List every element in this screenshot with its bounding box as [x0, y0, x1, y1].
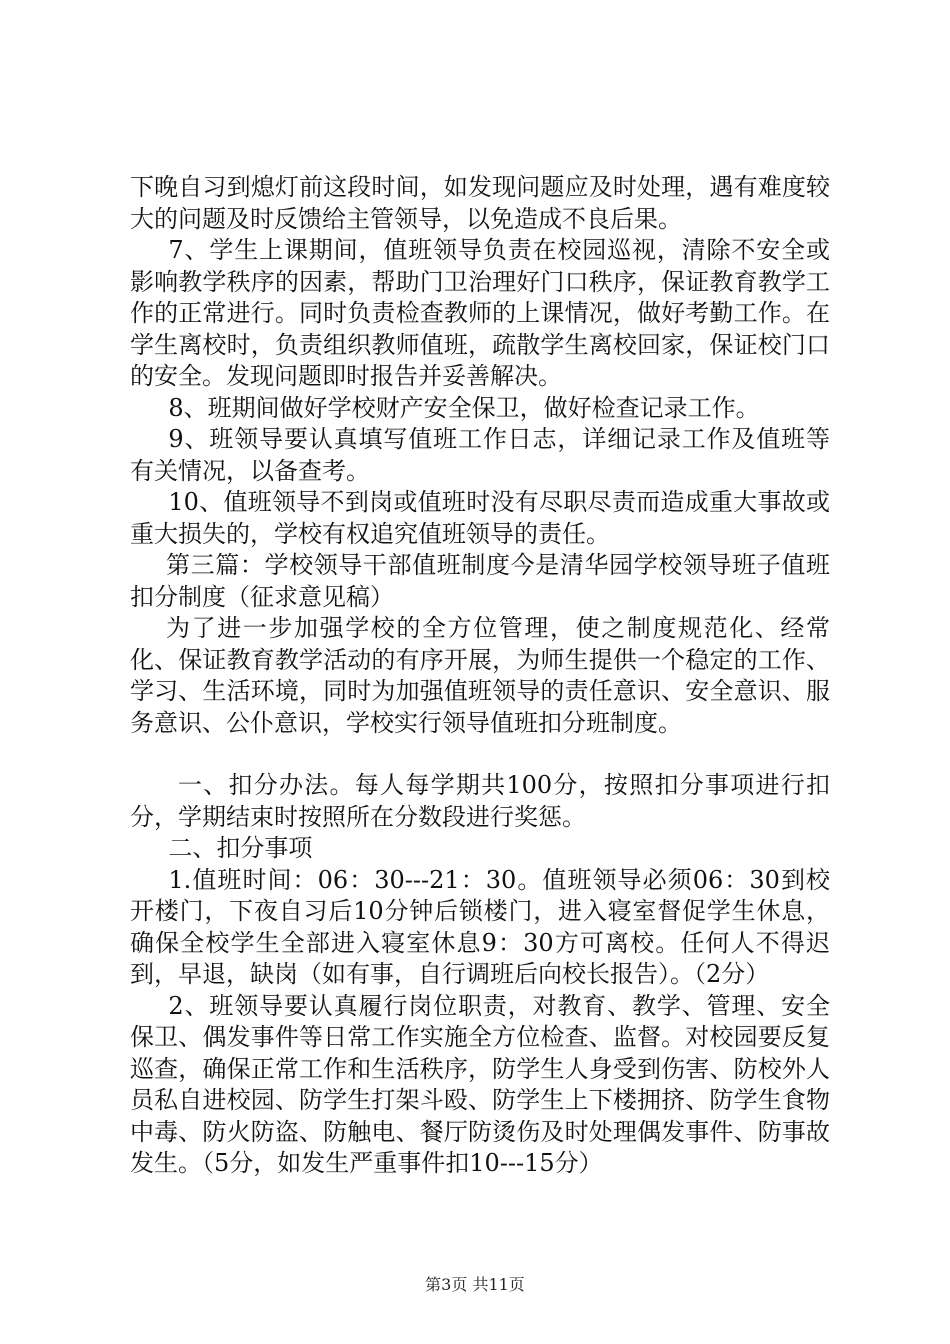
paragraph-item-9: 9、班领导要认真填写值班工作日志，详细记录工作及值班等有关情况，以备查考。	[130, 425, 830, 485]
paragraph-gap	[130, 739, 830, 770]
paragraph-item-8: 8、班期间做好学校财产安全保卫，做好检查记录工作。	[168, 393, 760, 422]
paragraph-deduction-method: 一、扣分办法。每人每学期共100分，按照扣分事项进行扣分，学期结束时按照所在分数段进行奖惩。	[130, 771, 830, 831]
paragraph-duty-time: 1.值班时间：06：30---21：30。值班领导必须06：30到校开楼门，下夜自习后10分钟后锁楼门，进入寝室督促学生休息，确保全校学生全部进入寝室休息9：30方可离校。任何人不得迟到，早退，缺岗（如有事，自行调班后向校长报告）。（2分）	[130, 865, 830, 988]
document-body	[130, 172, 830, 1180]
paragraph-intro: 为了进一步加强学校的全方位管理，使之制度规范化、经常化、保证教育教学活动的有序开展，为师生提供一个稳定的工作、学习、生活环境，同时为加强值班领导的责任意识、安全意识、服务意识、公仆意识，学校实行领导值班扣分班制度。	[130, 614, 830, 737]
paragraph-continuation: 下晚自习到熄灯前这段时间，如发现问题应及时处理，遇有难度较大的问题及时反馈给主管领导，以免造成不良后果。	[130, 173, 830, 233]
section-heading: 第三篇：学校领导干部值班制度今是清华园学校领导班子值班扣分制度（征求意见稿）	[130, 551, 830, 611]
paragraph-duty-responsibility: 2、班领导要认真履行岗位职责，对教育、教学、管理、安全保卫、偶发事件等日常工作实施全方位检查、监督。对校园要反复巡查，确保正常工作和生活秩序，防学生人身受到伤害、防校外人员私自进校园、防学生打架斗殴、防学生上下楼拥挤、防学生食物中毒、防火防盗、防触电、餐厅防烫伤及时处理偶发事件、防事故发生。（5分，如发生严重事件扣10---15分）	[130, 991, 830, 1177]
page-footer: 第3页 共11页	[425, 1275, 525, 1294]
paragraph-item-10: 10、值班领导不到岗或值班时没有尽职尽责而造成重大事故或重大损失的，学校有权追究值班领导的责任。	[130, 488, 830, 548]
paragraph-deduction-items: 二、扣分事项	[168, 834, 313, 862]
paragraph-item-7: 7、学生上课期间，值班领导负责在校园巡视，清除不安全或影响教学秩序的因素，帮助门卫治理好门口秩序，保证教育教学工作的正常进行。同时负责检查教师的上课情况，做好考勤工作。在学生离校时，负责组织教师值班，疏散学生离校回家，保证校门口的安全。发现问题即时报告并妥善解决。	[130, 236, 830, 390]
